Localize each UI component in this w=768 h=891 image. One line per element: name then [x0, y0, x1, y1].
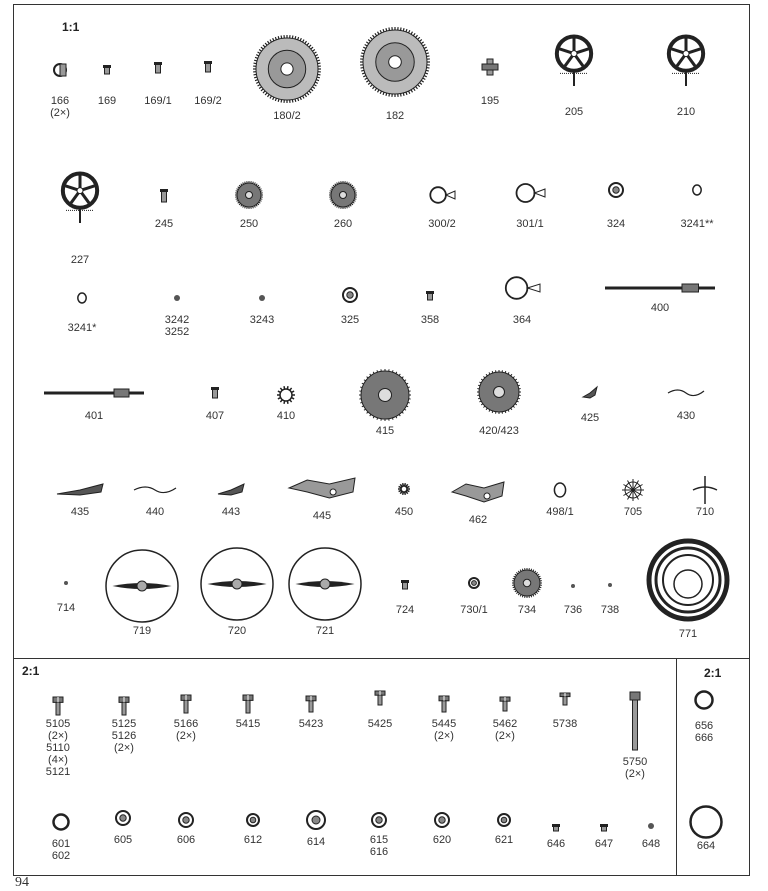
part-label-435: 435: [71, 506, 89, 518]
part-label-430: 430: [677, 410, 695, 422]
part-227-star-wheel-icon: [58, 173, 102, 217]
part-label-3241b: 3241*: [68, 322, 97, 334]
part-label-445: 445: [313, 510, 331, 522]
part-label-3242: 3242 3252: [165, 314, 189, 338]
part-label-656: 656 666: [695, 720, 713, 744]
part-664-ring-icon: [689, 805, 723, 839]
part-498_1-ring-small-icon: [552, 482, 568, 498]
part-615-jewel-icon: [371, 812, 387, 828]
part-614-jewel-icon: [306, 810, 326, 830]
part-label-719: 719: [133, 625, 151, 637]
part-621-jewel-icon: [497, 813, 511, 827]
part-5125-screw-icon: [115, 697, 133, 715]
part-label-364: 364: [513, 314, 531, 326]
part-label-5415: 5415: [236, 718, 260, 730]
part-612-jewel-icon: [246, 813, 260, 827]
part-5105-screw-icon: [49, 697, 67, 715]
part-label-612: 612: [244, 834, 262, 846]
part-730_1-jewel-icon: [468, 577, 480, 589]
part-label-227: 227: [71, 254, 89, 266]
part-301_1-ring-spring-icon: [515, 178, 545, 208]
part-label-301_1: 301/1: [516, 218, 544, 230]
part-420_423-wheel-icon: [477, 370, 521, 414]
part-169_1-pin-icon: [152, 62, 164, 74]
part-205-star-wheel-icon: [552, 36, 596, 80]
part-721-balance-icon: [288, 547, 362, 621]
part-label-462: 462: [469, 514, 487, 526]
part-label-205: 205: [565, 106, 583, 118]
part-label-3241a: 3241**: [680, 218, 713, 230]
part-430-spring-icon: [666, 373, 706, 413]
part-3241a-ring-small-icon: [691, 184, 703, 196]
part-label-738: 738: [601, 604, 619, 616]
part-label-325: 325: [341, 314, 359, 326]
part-300_2-ring-spring-icon: [429, 182, 455, 208]
part-407-pin-icon: [209, 387, 221, 399]
part-label-410: 410: [277, 410, 295, 422]
part-714-dot-icon: [63, 580, 69, 586]
part-210-star-wheel-icon: [664, 36, 708, 80]
part-label-169_1: 169/1: [144, 95, 172, 107]
part-358-pin-icon: [425, 291, 435, 301]
part-label-260: 260: [334, 218, 352, 230]
part-label-3243: 3243: [250, 314, 274, 326]
part-5425-screw-icon: [373, 691, 387, 705]
part-label-401: 401: [85, 410, 103, 422]
part-label-420_423: 420/423: [479, 425, 519, 437]
part-label-606: 606: [177, 834, 195, 846]
scale-label-top: 1:1: [62, 20, 79, 34]
part-label-771: 771: [679, 628, 697, 640]
part-462-bridge-icon: [448, 462, 508, 522]
scale-label-bottom-left: 2:1: [22, 664, 39, 678]
part-3243-dot-icon: [258, 294, 266, 302]
part-label-5738: 5738: [553, 718, 577, 730]
part-724-pin-icon: [400, 580, 410, 590]
part-label-498_1: 498/1: [546, 506, 574, 518]
part-401-stem-icon: [44, 343, 144, 443]
part-label-710: 710: [696, 506, 714, 518]
part-3241b-ring-small-icon: [76, 292, 88, 304]
part-450-small-wheel-icon: [398, 483, 410, 495]
part-label-646: 646: [547, 838, 565, 850]
part-325-jewel-icon: [342, 287, 358, 303]
part-label-724: 724: [396, 604, 414, 616]
scale-label-bottom-right: 2:1: [704, 666, 721, 680]
part-label-407: 407: [206, 410, 224, 422]
part-705-escape-wheel-icon: [622, 479, 644, 501]
part-166-bushing-icon: [52, 62, 68, 78]
part-738-dot-icon: [607, 582, 613, 588]
part-169_2-pin-icon: [202, 61, 214, 73]
part-425-lever-icon: [581, 384, 599, 402]
part-736-dot-icon: [570, 583, 576, 589]
part-5445-screw-icon: [436, 696, 452, 712]
part-label-647: 647: [595, 838, 613, 850]
part-label-245: 245: [155, 218, 173, 230]
part-label-210: 210: [677, 106, 695, 118]
part-label-5462: 5462 (2×): [493, 718, 517, 742]
part-label-621: 621: [495, 834, 513, 846]
part-label-180_2: 180/2: [273, 110, 301, 122]
part-415-wheel-icon: [359, 369, 411, 421]
part-5423-screw-icon: [303, 696, 319, 712]
part-5415-screw-icon: [239, 695, 257, 713]
part-label-415: 415: [376, 425, 394, 437]
part-601-ring-icon: [52, 813, 70, 831]
part-364-ring-spring-icon: [504, 270, 540, 306]
part-250-wheel-icon: [235, 181, 263, 209]
part-label-250: 250: [240, 218, 258, 230]
part-5462-screw-icon: [498, 697, 512, 711]
part-label-5166: 5166 (2×): [174, 718, 198, 742]
part-656-ring-icon: [694, 690, 714, 710]
part-label-195: 195: [481, 95, 499, 107]
part-324-jewel-icon: [608, 182, 624, 198]
part-label-5425: 5425: [368, 718, 392, 730]
part-646-pin-icon: [552, 824, 560, 832]
part-180_2-big-wheel-icon: [253, 35, 321, 103]
part-label-300_2: 300/2: [428, 218, 456, 230]
part-710-pallet-icon: [691, 476, 719, 504]
part-label-324: 324: [607, 218, 625, 230]
part-label-734: 734: [518, 604, 536, 616]
part-label-425: 425: [581, 412, 599, 424]
part-label-736: 736: [564, 604, 582, 616]
part-label-714: 714: [57, 602, 75, 614]
part-label-169_2: 169/2: [194, 95, 222, 107]
part-label-648: 648: [642, 838, 660, 850]
part-label-166: 166 (2×): [50, 95, 70, 119]
part-734-wheel-icon: [512, 568, 542, 598]
part-648-dot-icon: [647, 822, 655, 830]
part-410-small-wheel-icon: [277, 386, 295, 404]
part-443-lever-icon: [216, 475, 246, 505]
part-label-605: 605: [114, 834, 132, 846]
bottom-left-frame: [13, 658, 677, 876]
part-182-big-wheel-icon: [360, 27, 430, 97]
part-label-440: 440: [146, 506, 164, 518]
part-720-balance-icon: [200, 547, 274, 621]
part-5738-screw-icon: [559, 693, 571, 705]
part-label-182: 182: [386, 110, 404, 122]
part-169-pin-icon: [102, 65, 112, 75]
part-605-jewel-icon: [115, 810, 131, 826]
part-label-721: 721: [316, 625, 334, 637]
part-label-5423: 5423: [299, 718, 323, 730]
part-771-mainspring-icon: [648, 540, 728, 620]
part-label-400: 400: [651, 302, 669, 314]
part-label-443: 443: [222, 506, 240, 518]
part-label-601: 601 602: [52, 838, 70, 862]
part-label-169: 169: [98, 95, 116, 107]
part-label-5125: 5125 5126 (2×): [112, 718, 136, 754]
part-label-5105: 5105 (2×) 5110 (4×) 5121: [46, 718, 70, 778]
part-label-664: 664: [697, 840, 715, 852]
part-606-jewel-icon: [178, 812, 194, 828]
part-5166-screw-icon: [177, 695, 195, 713]
part-400-stem-icon: [605, 233, 715, 343]
part-3242-dot-icon: [173, 294, 181, 302]
part-195-pinion-icon: [482, 59, 498, 75]
part-5750-long-screw-icon: [625, 720, 645, 740]
part-620-jewel-icon: [434, 812, 450, 828]
part-label-5445: 5445 (2×): [432, 718, 456, 742]
part-719-balance-icon: [105, 549, 179, 623]
part-label-450: 450: [395, 506, 413, 518]
part-245-pin-icon: [157, 189, 171, 203]
part-label-5750: 5750 (2×): [623, 756, 647, 780]
part-label-358: 358: [421, 314, 439, 326]
part-647-pin-icon: [600, 824, 608, 832]
part-label-620: 620: [433, 834, 451, 846]
part-label-615: 615 616: [370, 834, 388, 858]
part-label-720: 720: [228, 625, 246, 637]
page-number: 94: [15, 875, 29, 891]
part-260-wheel-icon: [329, 181, 357, 209]
part-label-614: 614: [307, 836, 325, 848]
part-label-730_1: 730/1: [460, 604, 488, 616]
part-label-705: 705: [624, 506, 642, 518]
